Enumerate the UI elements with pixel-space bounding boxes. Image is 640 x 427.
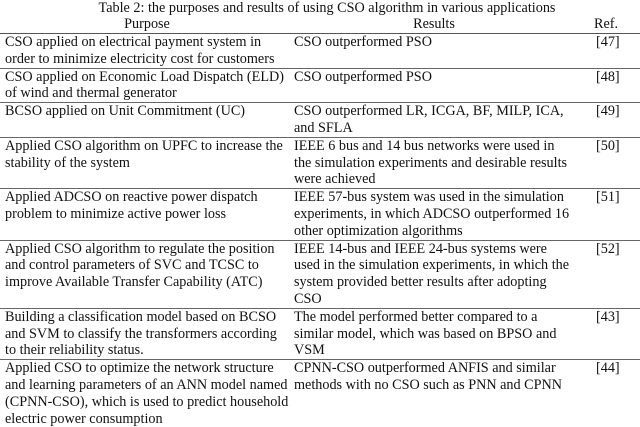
- table-row: [0, 189, 640, 240]
- cell-purpose: Applied CSO algorithm to regulate the position and control parameters of SVC and TCSC to improve Available Transfer Capability (ATC): [0, 240, 289, 308]
- cell-results: CPNN-CSO outperformed ANFIS and similar methods with no CSO such as PNN and CPNN: [294, 360, 562, 393]
- cell-ref: [51]: [574, 189, 640, 240]
- cell-purpose: CSO applied on Economic Load Dispatch (ELD) of wind and thermal generator: [0, 68, 289, 103]
- cell-results: IEEE 57-bus system was used in the simulation experiments, in which ADCSO outperformed 16 other optimization algorithms: [289, 189, 574, 240]
- cell-purpose: BCSO applied on Unit Commitment (UC): [0, 103, 289, 138]
- header-ref: Ref.: [574, 16, 640, 34]
- cell-results: The model performed better compared to a similar model, which was based on BPSO and VSM: [289, 308, 574, 359]
- cell-ref: [44]: [596, 360, 620, 377]
- table-caption: Table 2: the purposes and results of using CSO algorithm in various applications: [98, 0, 556, 16]
- cell-ref: [47]: [574, 34, 640, 69]
- cell-results: IEEE 6 bus and 14 bus networks were used in the simulation experiments and desirable results were achieved: [289, 137, 574, 188]
- cell-results: CSO outperformed PSO: [289, 68, 574, 103]
- table-row: [0, 308, 640, 359]
- cell-results: CSO outperformed LR, ICGA, BF, MILP, ICA, and SFLA: [289, 103, 574, 138]
- cell-ref: [50]: [574, 137, 640, 188]
- header-results: Results: [289, 16, 574, 34]
- cell-purpose: Applied CSO to optimize the network structure and learning parameters of an ANN model named (CPNN-CSO), which is used to predict household electric power consumption: [5, 360, 289, 427]
- table-row: [0, 34, 640, 69]
- cell-results: CSO outperformed PSO: [289, 34, 574, 69]
- cell-purpose: Building a classification model based on BCSO and SVM to classify the transformers according to their reliability status.: [0, 308, 289, 359]
- cell-ref: [43]: [574, 308, 640, 359]
- cell-purpose: CSO applied on electrical payment system in order to minimize electricity cost for customers: [0, 34, 289, 69]
- table-row: [0, 68, 640, 103]
- table-row: [0, 103, 640, 138]
- cell-ref: [48]: [574, 68, 640, 103]
- cell-ref: [49]: [574, 103, 640, 138]
- applications-table: [0, 16, 640, 427]
- cell-results: IEEE 14-bus and IEEE 24-bus systems were used in the simulation experiments, in which the system provided better results after adopting CSO: [289, 240, 574, 308]
- table-row: [0, 360, 640, 427]
- cell-ref: [52]: [574, 240, 640, 308]
- cell-purpose: Applied CSO algorithm on UPFC to increase the stability of the system: [0, 137, 289, 188]
- cell-purpose: Applied ADCSO on reactive power dispatch problem to minimize active power loss: [0, 189, 289, 240]
- header-purpose: Purpose: [0, 16, 289, 34]
- table-row: [0, 137, 640, 188]
- table-row: [0, 240, 640, 308]
- table-header-row: [0, 16, 640, 34]
